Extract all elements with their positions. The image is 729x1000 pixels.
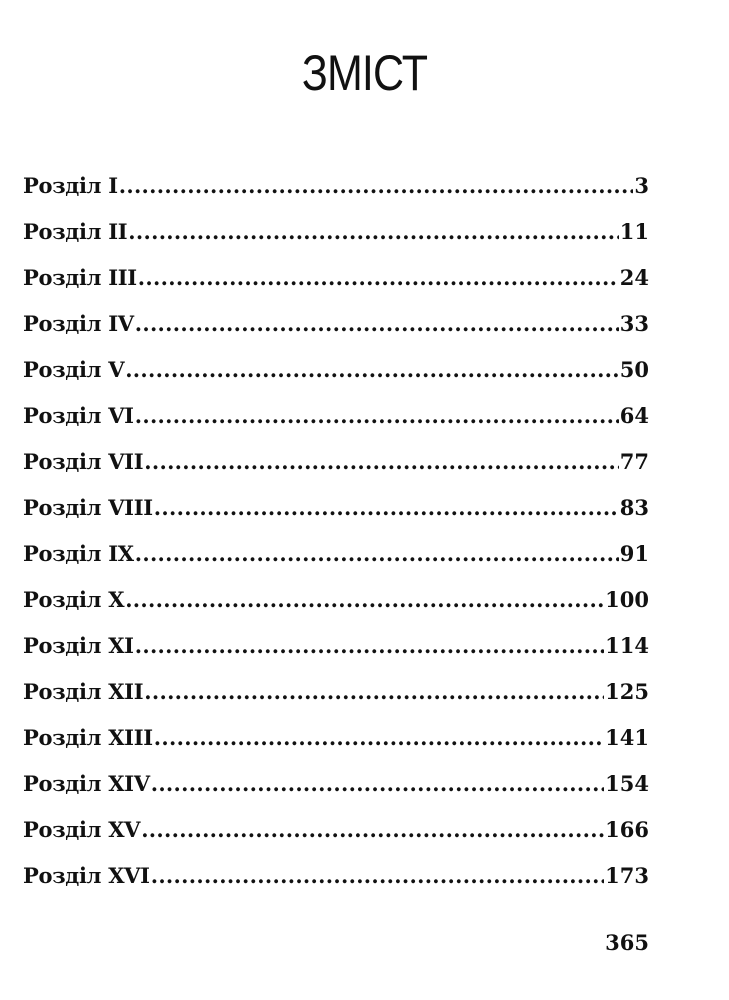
toc-page-number: 83 [619,495,649,520]
toc-row [23,715,649,761]
toc-row [23,531,649,577]
toc-chapter-label: Розділ VII [23,449,144,474]
toc-dot-leader [154,485,619,531]
toc-row [23,163,649,209]
toc-chapter-label: Розділ I [23,173,118,198]
toc-dot-leader [135,393,619,439]
toc-chapter-label: Розділ XI [23,633,134,658]
toc-chapter-label: Розділ XVI [23,863,150,888]
toc-row [23,623,649,669]
toc-row [23,301,649,347]
toc-chapter-label: Розділ XII [23,679,144,704]
toc-chapter-label: Розділ IX [23,541,134,566]
toc-row [23,209,649,255]
toc-chapter-label: Розділ IV [23,311,134,336]
toc-page-number: 24 [619,265,649,290]
toc-row [23,761,649,807]
toc-page-number: 3 [634,173,649,198]
toc-row [23,347,649,393]
toc-row [23,807,649,853]
toc-row [23,669,649,715]
toc-page-number: 100 [605,587,649,612]
toc-dot-leader [125,347,619,393]
toc-page-number: 166 [605,817,649,842]
toc-dot-leader [154,715,604,761]
toc-page-number: 64 [619,403,649,428]
toc-chapter-label: Розділ X [23,587,125,612]
toc-row [23,439,649,485]
toc-dot-leader [135,623,604,669]
toc-dot-leader [144,669,604,715]
toc-dot-leader [151,761,604,807]
toc-chapter-label: Розділ VI [23,403,134,428]
table-of-contents [23,163,649,899]
toc-chapter-label: Розділ V [23,357,125,382]
toc-row [23,255,649,301]
toc-row [23,393,649,439]
toc-page-number: 77 [619,449,649,474]
toc-dot-leader [151,853,604,899]
toc-chapter-label: Розділ III [23,265,137,290]
toc-dot-leader [128,209,619,255]
toc-page-number: 154 [605,771,649,796]
toc-dot-leader [135,301,619,347]
toc-chapter-label: Розділ XV [23,817,141,842]
toc-dot-leader [119,163,634,209]
toc-page-number: 33 [619,311,649,336]
toc-chapter-label: Розділ II [23,219,128,244]
toc-chapter-label: Розділ XIII [23,725,153,750]
toc-chapter-label: Розділ XIV [23,771,150,796]
page-footer-number: 365 [605,930,649,955]
toc-page-number: 125 [605,679,649,704]
toc-page-number: 173 [605,863,649,888]
toc-dot-leader [125,577,604,623]
toc-dot-leader [141,807,604,853]
toc-page-number: 114 [605,633,649,658]
toc-chapter-label: Розділ VIII [23,495,153,520]
toc-dot-leader [135,531,619,577]
page-title: ЗМІСТ [301,45,428,101]
toc-row [23,577,649,623]
toc-page-number: 91 [619,541,649,566]
toc-page-number: 141 [605,725,649,750]
toc-row [23,853,649,899]
toc-row [23,485,649,531]
toc-dot-leader [138,255,619,301]
toc-page-number: 50 [619,357,649,382]
toc-page-number: 11 [619,219,649,244]
toc-dot-leader [144,439,619,485]
